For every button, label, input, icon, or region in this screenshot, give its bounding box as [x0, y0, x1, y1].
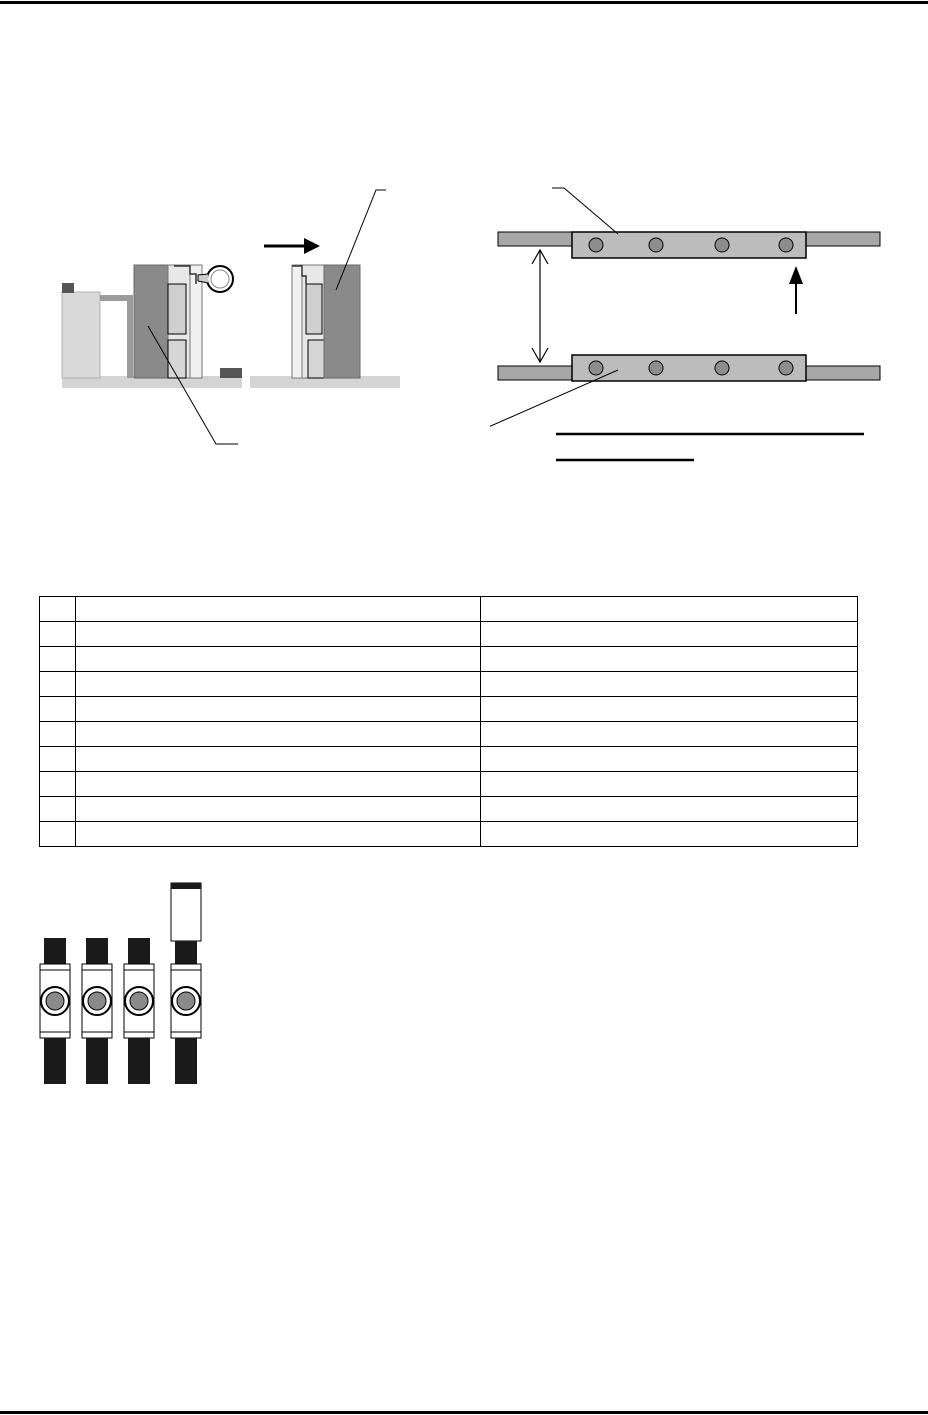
gauge-stem: [198, 274, 208, 283]
table-cell: [76, 722, 481, 747]
table-cell: [40, 722, 76, 747]
table-row: [40, 772, 858, 797]
right-upper-block: [306, 284, 322, 334]
table-cell: [481, 697, 858, 722]
top-carriage: [572, 232, 806, 258]
table-cell: [76, 747, 481, 772]
bottom-bolt-1: [589, 361, 603, 375]
connector-illustration: [38, 880, 218, 1090]
table-cell: [481, 797, 858, 822]
table-cell: [76, 672, 481, 697]
right-dark-body: [324, 265, 360, 378]
left-housing-block: [62, 292, 100, 378]
table-cell: [481, 622, 858, 647]
table-row: [40, 647, 858, 672]
assembly-diagram: [40, 180, 420, 460]
top-plug: [171, 883, 201, 941]
top-bolt-3: [715, 238, 729, 252]
page-bottom-rule: [0, 1411, 928, 1414]
table-cell: [40, 622, 76, 647]
table-cell: [40, 672, 76, 697]
table-cell: [76, 772, 481, 797]
connector-1: [40, 938, 70, 1084]
table-row: [40, 697, 858, 722]
table-cell: [481, 747, 858, 772]
left-lower-block: [168, 340, 186, 378]
leader-line-top-carriage: [552, 188, 618, 234]
bottom-carriage: [572, 355, 806, 381]
connector-4: [171, 941, 201, 1084]
connector-3: [124, 938, 154, 1084]
small-connector: [62, 283, 74, 293]
table-cell: [481, 722, 858, 747]
table-cell: [481, 597, 858, 622]
table-row: [40, 747, 858, 772]
table-cell: [481, 647, 858, 672]
table-cell: [40, 772, 76, 797]
table-cell: [481, 672, 858, 697]
table-cell: [481, 822, 858, 847]
housing-pipe: [100, 298, 130, 378]
bottom-bolt-2: [649, 361, 663, 375]
table-cell: [76, 647, 481, 672]
table-row: [40, 722, 858, 747]
left-foot-block: [220, 368, 242, 378]
table-cell: [40, 797, 76, 822]
bottom-bolt-4: [779, 361, 793, 375]
table-row: [40, 672, 858, 697]
bottom-bolt-3: [715, 361, 729, 375]
table-cell: [40, 822, 76, 847]
table-cell: [76, 597, 481, 622]
table-cell: [40, 697, 76, 722]
table-cell: [40, 647, 76, 672]
up-arrow-head-icon: [789, 266, 803, 284]
top-bolt-1: [589, 238, 603, 252]
left-upper-block: [168, 284, 186, 334]
direction-arrow-head-icon: [304, 238, 320, 254]
connector-2: [82, 938, 112, 1084]
table-cell: [76, 697, 481, 722]
page-top-rule: [0, 1, 928, 4]
table-row: [40, 797, 858, 822]
table-cell: [76, 797, 481, 822]
table-cell: [40, 747, 76, 772]
table-row: [40, 822, 858, 847]
right-lower-block: [308, 340, 324, 378]
rail-diagram: [490, 180, 890, 480]
table-cell: [76, 822, 481, 847]
table-cell: [40, 597, 76, 622]
right-side-bar: [292, 265, 302, 378]
table-row: [40, 597, 858, 622]
table-cell: [76, 622, 481, 647]
top-bolt-4: [779, 238, 793, 252]
table-row: [40, 622, 858, 647]
left-dark-body: [134, 265, 168, 378]
data-table: [39, 596, 858, 847]
top-bolt-2: [649, 238, 663, 252]
table-cell: [481, 772, 858, 797]
